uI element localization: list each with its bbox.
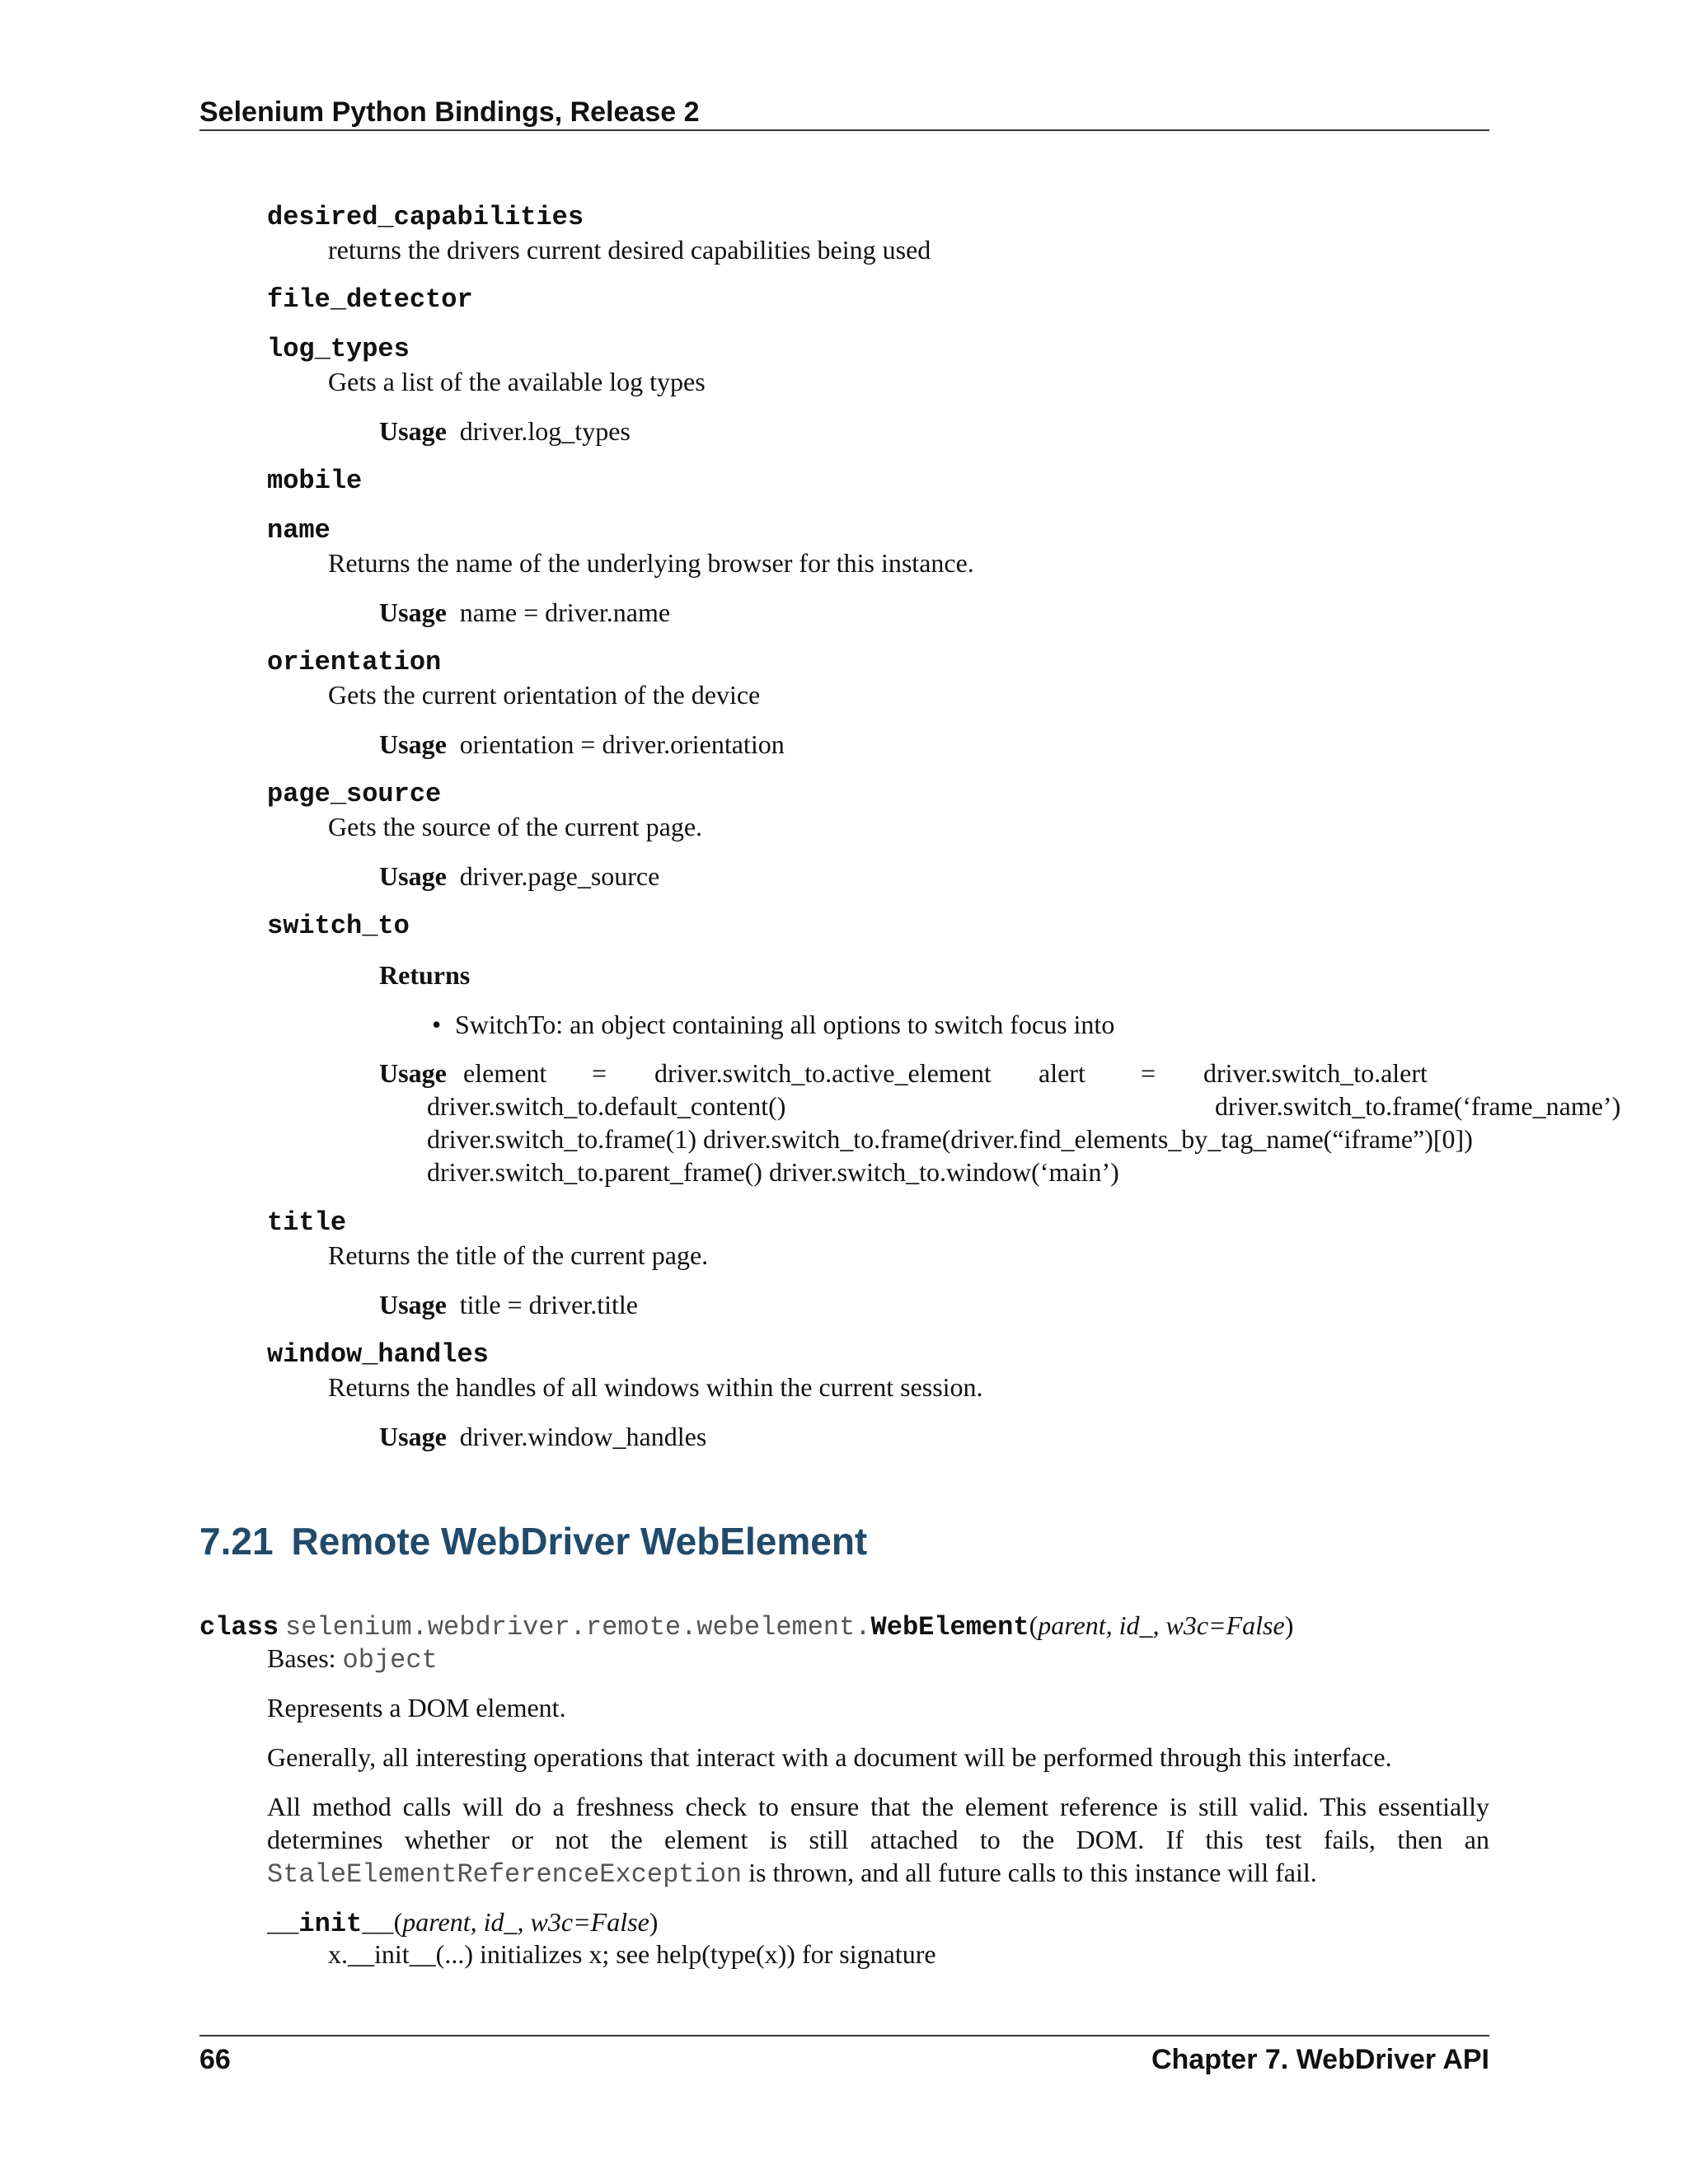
usage-token: = <box>592 1058 607 1088</box>
usage-token: alert <box>1039 1058 1085 1088</box>
chapter-title: Chapter 7. WebDriver API <box>1151 2044 1489 2075</box>
attr-title-usage <box>379 1288 638 1321</box>
bases-value: object <box>342 1645 438 1675</box>
usage-token: driver.switch_to.frame(1) driver.switch_to.frame(driver.find_elements_by_tag_name(“iframe”)[0]) <box>427 1124 1473 1154</box>
attr-name-desc: Returns the name of the underlying browser for this instance. <box>328 548 974 578</box>
running-header: Selenium Python Bindings, Release 2 <box>199 96 700 128</box>
returns-item <box>432 1008 1114 1041</box>
usage-token: driver.switch_to.default_content() <box>427 1091 786 1121</box>
class-name: WebElement <box>870 1612 1029 1643</box>
footer-rule <box>199 2035 1489 2036</box>
usage-token: driver.switch_to.alert <box>1203 1058 1428 1088</box>
usage-value: driver.page_source <box>459 861 660 891</box>
attr-window-handles: window_handles <box>267 1339 489 1370</box>
method-params: parent, id_, w3c=False <box>402 1907 649 1937</box>
usage-label: Usage <box>379 729 447 759</box>
attr-desired-capabilities: desired_capabilities <box>267 202 584 232</box>
usage-token: driver.switch_to.active_element <box>654 1058 992 1088</box>
returns-label: Returns <box>379 960 471 990</box>
attr-orientation-desc: Gets the current orientation of the device <box>328 680 761 710</box>
paragraph: Represents a DOM element. <box>267 1693 566 1722</box>
paragraph <box>267 1790 1489 1891</box>
usage-token: driver.switch_to.parent_frame() driver.switch_to.window(‘main’) <box>427 1157 1119 1187</box>
paragraph-text: All method calls will do a freshness check to ensure that the element reference is still valid. This essentially determines whether or not the element is still attached to the DOM. If this test fails, then an <box>267 1792 1489 1854</box>
attr-log-types-desc: Gets a list of the available log types <box>328 367 706 396</box>
attr-log-types-usage <box>379 415 631 448</box>
attr-file-detector: file_detector <box>267 284 473 315</box>
usage-value: title = driver.title <box>459 1290 638 1319</box>
attr-log-types: log_types <box>267 334 410 364</box>
method-name: __init__ <box>267 1909 394 1939</box>
page-number: 66 <box>199 2044 231 2075</box>
class-params: parent, id_, w3c=False <box>1038 1610 1285 1640</box>
usage-label: Usage <box>379 1422 447 1451</box>
class-signature: class selenium.webdriver.remote.webelement.WebElement(parent, id_, w3c=False) <box>199 1610 1294 1643</box>
attr-mobile: mobile <box>267 466 363 496</box>
paragraph: Generally, all interesting operations that interact with a document will be performed through this interface. <box>267 1742 1392 1772</box>
usage-label: Usage <box>379 1290 447 1319</box>
attr-title-desc: Returns the title of the current page. <box>328 1240 709 1270</box>
section-number: 7.21 <box>199 1520 274 1563</box>
init-signature: __init__(parent, id_, w3c=False) <box>267 1907 659 1939</box>
attr-orientation-usage <box>379 728 785 761</box>
section-heading <box>199 1516 867 1566</box>
usage-value: name = driver.name <box>459 598 671 627</box>
attr-page-source-usage <box>379 860 659 893</box>
attr-switch-to: switch_to <box>267 911 410 941</box>
attr-page-source-desc: Gets the source of the current page. <box>328 812 703 841</box>
usage-label: Usage <box>379 416 447 446</box>
paragraph-text: is thrown, and all future calls to this instance will fail. <box>748 1858 1317 1887</box>
usage-value: driver.window_handles <box>459 1422 707 1451</box>
usage-value: driver.log_types <box>459 416 631 446</box>
bases-line <box>267 1642 438 1677</box>
init-desc: x.__init__(...) initializes x; see help(type(x)) for signature <box>328 1939 936 1969</box>
bullet-icon: • <box>432 1010 442 1039</box>
header-rule <box>199 129 1489 131</box>
usage-token: = <box>1141 1058 1156 1088</box>
section-title: Remote WebDriver WebElement <box>291 1520 868 1563</box>
usage-token: driver.switch_to.frame(‘frame_name’) <box>1215 1091 1621 1121</box>
attr-name-usage <box>379 596 670 629</box>
attr-orientation: orientation <box>267 647 442 677</box>
usage-value: orientation = driver.orientation <box>459 729 785 759</box>
attr-window-handles-desc: Returns the handles of all windows within the current session. <box>328 1372 983 1402</box>
bases-label: Bases: <box>267 1643 336 1673</box>
exception-name: StaleElementReferenceException <box>267 1859 743 1890</box>
attr-title: title <box>267 1207 347 1238</box>
attr-page-source: page_source <box>267 779 442 809</box>
usage-label: Usage <box>379 861 447 891</box>
attr-desired-capabilities-desc: returns the drivers current desired capabilities being used <box>328 235 931 265</box>
usage-label: Usage <box>379 598 447 627</box>
usage-label: Usage <box>379 1058 447 1088</box>
class-keyword: class <box>199 1612 279 1643</box>
usage-token: element <box>463 1058 547 1088</box>
returns-item-text: SwitchTo: an object containing all options to switch focus into <box>455 1010 1115 1039</box>
class-module: selenium.webdriver.remote.webelement. <box>285 1612 871 1643</box>
attr-window-handles-usage <box>379 1420 706 1453</box>
attr-name: name <box>267 515 331 546</box>
